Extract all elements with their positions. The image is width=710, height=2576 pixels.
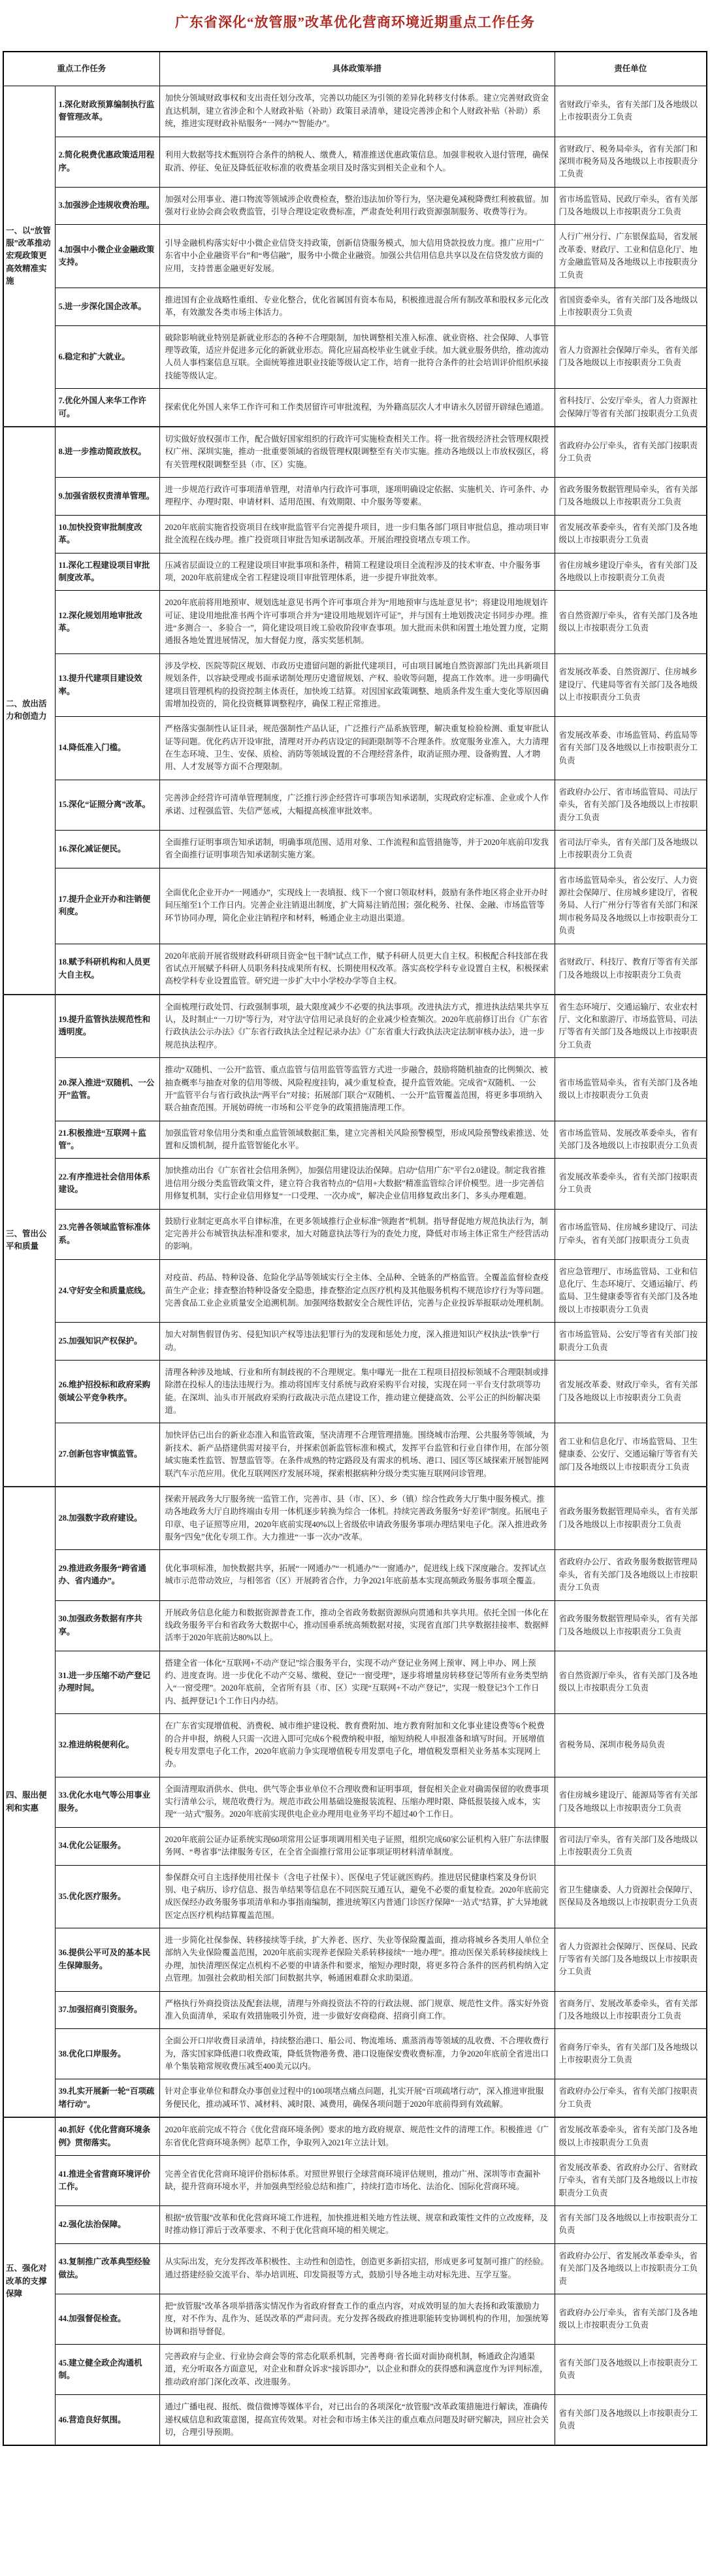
owner-cell: 人行广州分行、广东银保监局，省发展改革委、财政厅、工业和信息化厅、地方金融监管局及各地级以上市按职责分工负责 bbox=[555, 225, 707, 288]
owner-cell: 省市场监管局、发展改革委牵头，省有关部门及各地级以上市按职责分工负责 bbox=[555, 1121, 707, 1159]
owner-cell: 省政府办公厅牵头，省有关部门按职责分工负责 bbox=[555, 427, 707, 478]
table-row bbox=[3, 1928, 707, 1992]
owner-cell: 省市场监管局牵头，省公安厅、人力资源社会保障厅、住房城乡建设厅，省税务局、人行广州分行等省有关部门和深圳市税务局及各地级以上市按职责分工负责 bbox=[555, 868, 707, 944]
table-row bbox=[3, 1487, 707, 1550]
document-title: 广东省深化“放管服”改革优化营商环境近期重点工作任务 bbox=[175, 14, 535, 30]
section-label: 四、服出便利和实惠 bbox=[3, 1487, 55, 2117]
owner-cell: 省国资委牵头，省有关部门及各地级以上市按职责分工负责 bbox=[555, 288, 707, 325]
table-row bbox=[3, 1159, 707, 1209]
measure-cell: 压减省层面设立的工程建设项目审批事项和条件，精简工程建设项目全流程涉及的技术审查、中介服务事项，2020年底前建成全省工程建设项目审批管理体系，进一步提升审批效率。 bbox=[159, 553, 555, 591]
table-row bbox=[3, 780, 707, 830]
measure-cell: 搭建全省一体化“互联网+不动产登记”综合服务平台，实现不动产登记业务网上预审、网上申办、网上预约、进度查询。进一步优化不动产交易、缴税、登记“一窗受理”，逐步将增量房转移登记等所有业务类型纳入“一窗受理”。2020年底前，全省所有县（市、区）实现“互联网+不动产登记”，实现一般登记3个工作日内、抵押登记1个工作日内办结。 bbox=[159, 1651, 555, 1714]
measure-cell: 严格执行外商投资法及配套法规，清理与外商投资法不符的行政法规、部门规章、规范性文件。落实好外资准入负面清单，采取有效措施吸引外资，进一步做好安商稳商、招商引商工作。 bbox=[159, 1991, 555, 2029]
measure-cell: 2020年底前开展省级财政科研项目资金“包干制”试点工作，赋予科研人员更大自主权。积极配合科技部在我省试点开展赋予科研人员职务科技成果所有权、长期使用权改革。落实高校学科专业设置自主权，积极探索高校学科专业设置监管。研究进一步扩大中小学校办学等自主权。 bbox=[159, 944, 555, 995]
owner-cell: 省税务局、深圳市税务局负责 bbox=[555, 1714, 707, 1777]
measure-cell: 完善全省优化营商环境评价指标体系。对照世界银行全球营商环境评估规则，推动广州、深圳等市查漏补缺，提升营商环境水平，并加强典型经验总结和推广，持续打造市场化、法治化、国际化营商环境。 bbox=[159, 2155, 555, 2205]
task-cell: 2.简化税费优惠政策适用程序。 bbox=[55, 137, 159, 187]
table-row bbox=[3, 2029, 707, 2079]
owner-cell: 省自然资源厅牵头，省有关部门及各地级以上市按职责分工负责 bbox=[555, 1651, 707, 1714]
table-row bbox=[3, 2155, 707, 2205]
owner-cell: 省司法厅牵头，省有关部门及各地级以上市按职责分工负责 bbox=[555, 830, 707, 868]
owner-cell: 省政府办公厅、省政务服务数据管理局牵头，省有关部门及各地级以上市按职责分工负责 bbox=[555, 1550, 707, 1600]
task-cell: 34.优化公证服务。 bbox=[55, 1827, 159, 1865]
measure-cell: 进一步规范行政许可事项清单管理，对清单内行政许可事项，逐项明确设定依据、实施机关、许可条件、办理程序、办理时限、申请材料、适用范围、有效期限、中介服务等要素。 bbox=[159, 478, 555, 516]
owner-cell: 省商务厅、发展改革委牵头，省有关部门及各地级以上市按职责分工负责 bbox=[555, 1991, 707, 2029]
measure-cell: 优化事项标准，加快数据共享，拓展“一网通办”“一机通办”“一窗通办”，促进线上线下深度融合。发挥试点城市示范带动效应，与相邻省（区）开展跨省合作，力争2021年底前基本实现高频政务服务事项全覆盖。 bbox=[159, 1550, 555, 1600]
table-row bbox=[3, 1550, 707, 1600]
table-row bbox=[3, 995, 707, 1058]
owner-cell: 省发展改革委牵头，省有关部门按职责分工负责 bbox=[555, 1159, 707, 1209]
table-row bbox=[3, 1777, 707, 1827]
measure-cell: 加强监管对象信用分类和重点监管领域数据汇集，建立完善相关风险预警模型，形成风险预警线索推送、处置和反馈机制，提升监管智能化水平。 bbox=[159, 1121, 555, 1159]
measure-cell: 切实做好放权强市工作，配合做好国家组织的行政许可实施检查相关工作。将一批省级经济社会管理权限授权广州、深圳实施，推动一批重要领域的省级管理权限调整至有关市实施。推动各地级以上市放权强区，将有关管理权限调整至县（市、区）实施。 bbox=[159, 427, 555, 478]
measure-cell: 加快分领域财政事权和支出责任划分改革，完善以功能区为引领的差异化转移支付体系。建立完善财政资金直达机制，建立省涉企和个人财政补贴（补助）政策目录清单，建设完善涉企和个人财政补贴（补助）系统，推进实现财政补贴服务“一网办”“智能办”。 bbox=[159, 86, 555, 137]
owner-cell: 省财政厅、科技厅、教育厅等省有关部门及各地级以上市按职责分工负责 bbox=[555, 944, 707, 995]
owner-cell: 省人力资源社会保障厅、医保局、民政厅等省有关部门及各地级以上市按职责分工负责 bbox=[555, 1928, 707, 1992]
task-cell: 6.稳定和扩大就业。 bbox=[55, 325, 159, 389]
measure-cell: 根据“放管服”改革和优化营商环境工作进程，加快推进相关地方性法规、规章和政策性文件的立改废释，及时推动修订滞后于改革要求、不利于优化营商环境的相关规定。 bbox=[159, 2206, 555, 2244]
table-row bbox=[3, 830, 707, 868]
task-cell: 5.进一步深化国企改革。 bbox=[55, 288, 159, 325]
table-row bbox=[3, 137, 707, 187]
task-cell: 42.强化法治保障。 bbox=[55, 2206, 159, 2244]
task-cell: 39.扎实开展新一轮“百项疏堵行动”。 bbox=[55, 2079, 159, 2117]
header-row bbox=[3, 52, 707, 86]
owner-cell: 省发展改革委牵头，省有关部门及各地级以上市按职责分工负责 bbox=[555, 515, 707, 553]
owner-cell: 省商务厅牵头，省有关部门及各地级以上市按职责分工负责 bbox=[555, 2029, 707, 2079]
owner-cell: 省有关部门及各地级以上市按职责分工负责 bbox=[555, 2395, 707, 2446]
task-cell: 24.守好安全和质量底线。 bbox=[55, 1259, 159, 1323]
task-cell: 12.深化规划用地审批改革。 bbox=[55, 591, 159, 654]
task-cell: 18.赋予科研机构和人员更大自主权。 bbox=[55, 944, 159, 995]
owner-cell: 省有关部门及各地级以上市按职责分工负责 bbox=[555, 2345, 707, 2395]
table-row bbox=[3, 2206, 707, 2244]
task-cell: 22.有序推进社会信用体系建设。 bbox=[55, 1159, 159, 1209]
table-row bbox=[3, 717, 707, 780]
table-row bbox=[3, 2395, 707, 2446]
measure-cell: 针对企事业单位和群众办事创业过程中的100项堵点痛点问题，扎实开展“百项疏堵行动”，深入推进审批服务便民化，推动减环节、减材料、减时限、减费用，确保各项问题于2020年底前得到有效疏解。 bbox=[159, 2079, 555, 2117]
measure-cell: 全面清理取消供水、供电、供气等企事业单位不合理收费和证明事项，督促相关企业对确需保留的收费事项实行清单公示，规范收费行为。规范市政公用基础设施报装流程、压缩办理时限、降低报装接入成本，实现“一站式”服务。2020年底前实现供电企业办理用电业务平均不超过40个工作日。 bbox=[159, 1777, 555, 1827]
column-header-owners: 责任单位 bbox=[555, 52, 707, 86]
table-row bbox=[3, 944, 707, 995]
task-cell: 32.推进纳税便利化。 bbox=[55, 1714, 159, 1777]
table-row bbox=[3, 478, 707, 516]
owner-cell: 省市场监管局牵头，省有关部门及各地级以上市按职责分工负责 bbox=[555, 1058, 707, 1121]
task-cell: 35.优化医疗服务。 bbox=[55, 1865, 159, 1928]
owner-cell: 省政务服务数据管理局牵头，省有关部门及各地级以上市按职责分工负责 bbox=[555, 478, 707, 516]
measure-cell: 2020年底前将用地预审、规划选址意见书两个许可事项合并为“用地预审与选址意见书”；将建设用地规划许可证、建设用地批准书两个许可事项合并为“建设用地规划许可证”，并与国有土地划拨决定书同步办理。推进“多测合一、多验合一”，简化建设项目竣工验收阶段审查事项。加大批而未供和闲置土地处置力度，定期通报各地处置进展情况，加大督促力度，落实奖惩机制。 bbox=[159, 591, 555, 654]
owner-cell: 省发展改革委牵头，省有关部门及各地级以上市按职责分工负责 bbox=[555, 2117, 707, 2155]
owner-cell: 省发展改革委、省政府办公厅、省财政厅牵头，省有关部门及各地级以上市按职责分工负责 bbox=[555, 2155, 707, 2205]
task-cell: 25.加强知识产权保护。 bbox=[55, 1323, 159, 1361]
tasks-table bbox=[3, 51, 707, 2446]
measure-cell: 完善政府与企业、行业协会商会等的常态化联系机制，完善粤商·省长面对面协商机制，畅通政企沟通渠道，充分听取各方面意见，对企业和群众诉求“接诉即办”，以企业和群众的获得感和满意度作为评判标准，推动政府部门深化改革、改进服务。 bbox=[159, 2345, 555, 2395]
table-row bbox=[3, 1121, 707, 1159]
owner-cell: 省人力资源社会保障厅牵头，省有关部门及各地级以上市按职责分工负责 bbox=[555, 325, 707, 389]
owner-cell: 省卫生健康委、人力资源社会保障厅、医保局及各地级以上市按职责分工负责 bbox=[555, 1865, 707, 1928]
column-header-tasks: 重点工作任务 bbox=[3, 52, 159, 86]
table-row bbox=[3, 2345, 707, 2395]
owner-cell: 省政府办公厅、省市场监管局、司法厅牵头，省有关部门及各地级以上市按职责分工负责 bbox=[555, 780, 707, 830]
table-row bbox=[3, 1209, 707, 1259]
task-cell: 40.抓好《优化营商环境条例》贯彻落实。 bbox=[55, 2117, 159, 2155]
section-label: 一、以“放管服”改革推动宏观政策更高效精准实施 bbox=[3, 86, 55, 427]
table-row bbox=[3, 427, 707, 478]
table-row bbox=[3, 1323, 707, 1361]
table-row bbox=[3, 2079, 707, 2117]
table-row bbox=[3, 868, 707, 944]
task-cell: 43.复制推广改革典型经验做法。 bbox=[55, 2243, 159, 2294]
table-row bbox=[3, 288, 707, 325]
task-cell: 16.深化减证便民。 bbox=[55, 830, 159, 868]
measure-cell: 推动“双随机、一公开”监管、重点监管与信用监管等监管方式进一步融合，鼓励将随机抽查的比例频次、被抽查概率与抽查对象的信用等级、风险程度挂钩，减少重复检查，提升监管效能。完成省“双随机、一公开”监管平台与省行政执法“两平台”对接；拓展部门联合“双随机、一公开”监管覆盖范围，将更多事项纳入联合抽查范围。开展妨碍统一市场和公平竞争的政策措施清理工作。 bbox=[159, 1058, 555, 1121]
section-label: 二、放出活力和创造力 bbox=[3, 427, 55, 995]
measure-cell: 在广东省实现增值税、消费税、城市维护建设税、教育费附加、地方教育附加和文化事业建设费等6个税费的合并申报，纳税人只需一次进入即可完成6个税费纳税申报，缩短纳税人申报准备和填写时间。开展增值税专用发票电子化工作，2020年底前力争实现增值税专用发票电子化，增值税发票相关业务基本实现网上办。 bbox=[159, 1714, 555, 1777]
owner-cell: 省司法厅牵头，省有关部门及各地级以上市按职责分工负责 bbox=[555, 1827, 707, 1865]
measure-cell: 2020年底前实施省投资项目在线审批监管平台完善提升项目，进一步归集各部门项目审批信息，推动项目审批全流程在线办理。推广投资项目审批告知承诺制改革。开展治理投资堵点专项工作。 bbox=[159, 515, 555, 553]
owner-cell: 省住房城乡建设厅、能源局等省有关部门及各地级以上市按职责分工负责 bbox=[555, 1777, 707, 1827]
task-cell: 17.提升企业开办和注销便利度。 bbox=[55, 868, 159, 944]
task-cell: 19.提升监管执法规范性和透明度。 bbox=[55, 995, 159, 1058]
measure-cell: 严格落实强制性认证目录，规范强制性产品认证，广泛推行产品系族管理，解决重复检验检测、重复审批认证等问题。优化药店开设审批，清理对开办药店设定的间距限制等不合理条件。放宽服务业准入，大力清理在生态环境、卫生、安保、质检、消防等领域设置的不合理经营条件，取消证照办理、设备购置、人才聘用、人才发展等方面不合理限制。 bbox=[159, 717, 555, 780]
owner-cell: 省发展改革委、自然资源厅、住房城乡建设厅、代建局等省有关部门及各地级以上市按职责分工负责 bbox=[555, 653, 707, 717]
task-cell: 9.加强省级权责清单管理。 bbox=[55, 478, 159, 516]
table-row bbox=[3, 1058, 707, 1121]
table-row bbox=[3, 86, 707, 137]
section-label: 三、管出公平和质量 bbox=[3, 995, 55, 1487]
task-cell: 3.加强涉企违规收费治理。 bbox=[55, 187, 159, 225]
task-cell: 45.建立健全政企沟通机制。 bbox=[55, 2345, 159, 2395]
measure-cell: 通过广播电视、报纸、微信微博等媒体平台，对已出台的各项深化“放管服”改革政策措施进行解读，准确传递权威信息和政策意图，提高宣传效果。对社会和市场主体关注的重点难点问题及时研究解决，回应社会关切，合理引导预期。 bbox=[159, 2395, 555, 2446]
task-cell: 1.深化财政预算编制执行监督管理改革。 bbox=[55, 86, 159, 137]
measure-cell: 加快推动出台《广东省社会信用条例》，加强信用建设法治保障。启动“信用广东”平台2.0建设。制定我省推进信用分级分类监管政策文件，建立符合我省特点的“信用+大数据”精准监管综合评价模型。进一步完善信用修复机制，实行企业信用修复“一口受理、一次办成”，解决企业信用修复政出多门、多头办理难题。 bbox=[159, 1159, 555, 1209]
owner-cell: 省财政厅、税务局牵头，省有关部门和深圳市税务局及各地级以上市按职责分工负责 bbox=[555, 137, 707, 187]
measure-cell: 引导金融机构落实好中小微企业信贷支持政策，创新信贷服务模式，加大信用贷款投放力度。推广应用“广东省中小企业融资平台”和“粤信融”，服务中小微企业融资。加强公共信用信息共享以及在信贷发放方面的应用，支持普惠金融更好发展。 bbox=[159, 225, 555, 288]
task-cell: 20.深入推进“双随机、一公开”监管。 bbox=[55, 1058, 159, 1121]
measure-cell: 破除影响就业特别是新就业形态的各种不合理限制，加快调整相关准入标准、就业资格、社会保障、人事管理等政策，适应并促进多元化的新就业形态。简化应届高校毕业生就业手续。加大就业服务供给，推动流动人员人事档案信息互联。全面统筹推进职业技能等级认定工作，培育一批符合条件的社会培训评价组织承接技能等级认定。 bbox=[159, 325, 555, 389]
measure-cell: 从实际出发，充分发挥改革积极性、主动性和创造性，创造更多新招实招，形成更多可复制可推广的经验。通过搭建经验交流平台、举办培训班、印发简报等方式，鼓励引导各地主动对标先进、互学互鉴。 bbox=[159, 2243, 555, 2294]
owner-cell: 省政务服务数据管理局牵头，省有关部门及各地级以上市按职责分工负责 bbox=[555, 1600, 707, 1651]
table-row bbox=[3, 1259, 707, 1323]
owner-cell: 省政府办公厅、省发展改革委牵头，省有关部门及各地级以上市按职责分工负责 bbox=[555, 2243, 707, 2294]
table-body bbox=[3, 86, 707, 2445]
task-cell: 36.提供公平可及的基本民生保障服务。 bbox=[55, 1928, 159, 1992]
measure-cell: 探索开展政务大厅服务统一监管工作，完善市、县（市、区）、乡（镇）综合性政务大厅集中服务模式。推动各地政务大厅自助终端由专用一体机逐步转换为综合一体机。持续完善政务服务“好差评”制度。拓展电子印章、电子证照等应用，2020年底前实现40%以上省级依申请政务服务事项办理结果电子化。深入推进政务服务“四免”优化专项工作。大力推进“一事一次办”改革。 bbox=[159, 1487, 555, 1550]
owner-cell: 省自然资源厅牵头，省有关部门及各地级以上市按职责分工负责 bbox=[555, 591, 707, 654]
task-cell: 4.加强中小微企业金融政策支持。 bbox=[55, 225, 159, 288]
measure-cell: 加快评估已出台的新业态准入和监管政策，坚决清理不合理管理措施。围绕城市治理、公共服务等领域，为新技术、新产品搭建供需对接平台，并探索创新监管标准和模式，发挥平台监管和行业自律作用，在部分领域实施柔性监管、智慧监管等。在条件成熟的特定路段及有需求的机场、港口、园区等区域探索开展智能网联汽车示范应用。优化互联网医疗发展环境，探索根据病种分级分类实施互联网问诊管理。 bbox=[159, 1423, 555, 1487]
task-cell: 23.完善各领域监管标准体系。 bbox=[55, 1209, 159, 1259]
table-row bbox=[3, 1991, 707, 2029]
measure-cell: 开展政务信息化能力和数据资源普查工作，推动全省政务数据资源纵向贯通和共享共用。依托全国一体化在线政务服务平台和省政务大数据中心，推动国垂系统高频数据对接，实现省直部门共享数据挂接率、数据鲜活率于2020年底前达80%以上。 bbox=[159, 1600, 555, 1651]
task-cell: 29.推进政务服务“跨省通办、省内通办”。 bbox=[55, 1550, 159, 1600]
table-row bbox=[3, 389, 707, 427]
task-cell: 41.推进全省营商环境评价工作。 bbox=[55, 2155, 159, 2205]
table-row bbox=[3, 225, 707, 288]
task-cell: 33.优化水电气等公用事业服务。 bbox=[55, 1777, 159, 1827]
owner-cell: 省发展改革委、财政厅牵头，省有关部门及各地级以上市按职责分工负责 bbox=[555, 1360, 707, 1423]
table-row bbox=[3, 325, 707, 389]
task-cell: 44.加强督促检查。 bbox=[55, 2294, 159, 2344]
task-cell: 13.提升代建项目建设效率。 bbox=[55, 653, 159, 717]
measure-cell: 清理各种涉及地域、行业和所有制歧视的不合理规定。集中曝光一批在工程项目招投标领域不合理限制或排除潜在投标人的违法违规行为。推动将国库支付系统与政府采购平台对接，实现在同一平台支付款项等功能。在深圳、汕头市开展政府采购行政裁决示范点建设工作，推动建立便捷高效、公平公正的纠纷解决渠道。 bbox=[159, 1360, 555, 1423]
table-row bbox=[3, 187, 707, 225]
measure-cell: 加强对公用事业、港口物流等领域涉企收费检查，整治违法加价等行为，坚决避免减税降费红利被截留。加强对行业协会商会收费监管，引导合理设定收费标准，严肃查处利用行政资源强制服务、收费等行为。 bbox=[159, 187, 555, 225]
measure-cell: 涉及学校、医院等院区规划、市政历史遗留问题的新批代建项目，可由项目属地自然资源部门先出具新项目规划条件，以容缺受理或书面承诺制处理历史遗留规划、产权、验收等问题，提高工作效率。进一步明确代建项目管理机构的投资控制主体责任，加快竣工结算。对因国家政策调整、地质条件发生重大变化等原因确需增加投资的，简化投资概算调整程序，确保工程正常推进。 bbox=[159, 653, 555, 717]
table-row bbox=[3, 1423, 707, 1487]
measure-cell: 进一步简化社保参保、转移接续等手续，扩大养老、医疗、失业等保险覆盖面，推动将城乡各类用人单位全部纳入失业保险覆盖范围，2020年底前实现养老保险关系转移接续“一地办理”。推动医保关系转移接续线上办理，加快清理医保定点机构不必要的申请条件和要求，缩短办理时限，将更多符合条件的医药机构纳入定点管理。加强社会救助相关部门间数据共享，畅通困难群众求助渠道。 bbox=[159, 1928, 555, 1992]
table-row bbox=[3, 1865, 707, 1928]
task-cell: 28.加强数字政府建设。 bbox=[55, 1487, 159, 1550]
table-row bbox=[3, 515, 707, 553]
owner-cell: 省有关部门及各地级以上市按职责分工负责 bbox=[555, 2206, 707, 2244]
measure-cell: 完善涉企经营许可清单管理制度，广泛推行涉企经营许可事项告知承诺制，实现政府定标准、企业或个人作承诺、过程强监管、失信严惩戒，大幅提高核准审批效率。 bbox=[159, 780, 555, 830]
table-row bbox=[3, 553, 707, 591]
measure-cell: 全面梳理行政处罚、行政强制事项，最大限度减少不必要的执法事项。改进执法方式，推进执法结果共享互认，及时制止“一刀切”等行为，对守法守信用记录良好的企业减少检查频次。2020年底前修订出台《广东省行政执法公示办法》《广东省行政执法全过程记录办法》《广东省重大行政执法决定法制审核办法》，进一步规范执法程序。 bbox=[159, 995, 555, 1058]
measure-cell: 2020年底前公证办证系统实现60项常用公证事项调用相关电子证照，组织完成60家公证机构入驻广东法律服务网、“粤省事”法律服务专区，在全省全面推行常用公证事项证明材料清单制度。 bbox=[159, 1827, 555, 1865]
owner-cell: 省市场监管局、民政厅牵头，省有关部门及各地级以上市按职责分工负责 bbox=[555, 187, 707, 225]
table-header bbox=[3, 52, 707, 86]
task-cell: 11.深化工程建设项目审批制度改革。 bbox=[55, 553, 159, 591]
table-row bbox=[3, 1714, 707, 1777]
owner-cell: 省政务服务数据管理局牵头，省有关部门及各地级以上市按职责分工负责 bbox=[555, 1487, 707, 1550]
section-label: 五、强化对改革的支撑保障 bbox=[3, 2117, 55, 2445]
owner-cell: 省政府办公厅牵头，省有关部门按职责分工负责 bbox=[555, 2079, 707, 2117]
task-cell: 31.进一步压缩不动产登记办理时间。 bbox=[55, 1651, 159, 1714]
measure-cell: 把“放管服”改革各项举措落实情况作为省政府督查工作的重点内容，对成效明显的加大表扬和政策激励力度，对不作为、乱作为、延误改革的严肃问责。充分发挥各级政府推进职能转变协调机构的作用，加强统筹协调和指导督促。 bbox=[159, 2294, 555, 2344]
table-row bbox=[3, 1651, 707, 1714]
owner-cell: 省住房城乡建设厅牵头，省有关部门及各地级以上市按职责分工负责 bbox=[555, 553, 707, 591]
measure-cell: 鼓励行业制定更高水平自律标准，在更多领域推行企业标准“领跑者”机制。指导督促地方规范执法行为，制定完善并公布城管执法标准和要求，加大对随意执法等行为的查处力度，降低对市场主体正常生产经营活动的影响。 bbox=[159, 1209, 555, 1259]
table-row bbox=[3, 1827, 707, 1865]
task-cell: 26.维护招投标和政府采购领域公平竞争秩序。 bbox=[55, 1360, 159, 1423]
measure-cell: 加大对制售假冒伪劣、侵犯知识产权等违法犯罪行为的发现和惩处力度，深入推进知识产权执法“铁拳”行动。 bbox=[159, 1323, 555, 1361]
task-cell: 30.加强政务数据有序共享。 bbox=[55, 1600, 159, 1651]
owner-cell: 省政府办公厅牵头，省有关部门及各地级以上市按职责分工负责 bbox=[555, 2294, 707, 2344]
task-cell: 27.创新包容审慎监管。 bbox=[55, 1423, 159, 1487]
measure-cell: 2020年底前完成不符合《优化营商环境条例》要求的地方政府规章、规范性文件的清理工作。积极推进《广东省优化营商环境条例》起草工作，争取列入2021年立法计划。 bbox=[159, 2117, 555, 2155]
owner-cell: 省科技厅、公安厅牵头，省人力资源社会保障厅等省有关部门按职责分工负责 bbox=[555, 389, 707, 427]
measure-cell: 全面公开口岸收费目录清单，持续整治港口、船公司、物流堆场、熏蒸消毒等领域的乱收费、不合理收费行为，落实国家降低港口收费政策，降低货物港务费、港口设施保安费收费标准，力争2020年底前全省进出口单个集装箱常规收费压减至400美元以内。 bbox=[159, 2029, 555, 2079]
task-cell: 38.优化口岸服务。 bbox=[55, 2029, 159, 2079]
task-cell: 14.降低准入门槛。 bbox=[55, 717, 159, 780]
table-row bbox=[3, 1600, 707, 1651]
table-row bbox=[3, 2294, 707, 2344]
task-cell: 8.进一步推动简政放权。 bbox=[55, 427, 159, 478]
table-row bbox=[3, 591, 707, 654]
column-header-measures: 具体政策举措 bbox=[159, 52, 555, 86]
measure-cell: 全面优化企业开办“一网通办”，实现线上一表填报、线下一个窗口领取材料，鼓励有条件地区将企业开办时间压缩至1个工作日内。完善企业注销退出制度，扩大简易注销范围；强化税务、社保、金融、市场监管等环节协同办理，简化企业注销程序和材料，畅通企业主动退出渠道。 bbox=[159, 868, 555, 944]
table-row bbox=[3, 653, 707, 717]
measure-cell: 全面推行证明事项告知承诺制，明确事项范围、适用对象、工作流程和监管措施等，并于2020年底前印发我省全面推行证明事项告知承诺制实施方案。 bbox=[159, 830, 555, 868]
owner-cell: 省市场监管局、住房城乡建设厅、司法厅牵头，省有关部门按职责分工负责 bbox=[555, 1209, 707, 1259]
table-row bbox=[3, 1360, 707, 1423]
owner-cell: 省财政厅牵头，省有关部门及各地级以上市按职责分工负责 bbox=[555, 86, 707, 137]
measure-cell: 对疫苗、药品、特种设备、危险化学品等领域实行全主体、全品种、全链条的严格监管。全覆盖监督检查疫苗生产企业；排查整治特种设备安全隐患，排查整治定点医疗机构及其他服务机构不规范诊疗行为等问题。完善食品工业企业质量安全追溯机制。加强网络数据安全合规性评估，完善与企业投诉举报联动处理机制。 bbox=[159, 1259, 555, 1323]
measure-cell: 利用大数据等技术甄别符合条件的纳税人、缴费人，精准推送优惠政策信息。加强非税收入退付管理，确保取消、停征、免征及降低征收标准的收费基金项目及时落实到相关企业和个人。 bbox=[159, 137, 555, 187]
measure-cell: 探索优化外国人来华工作许可和工作类居留许可审批流程，为外籍高层次人才申请永久居留开辟绿色通道。 bbox=[159, 389, 555, 427]
task-cell: 46.营造良好氛围。 bbox=[55, 2395, 159, 2446]
owner-cell: 省生态环境厅、交通运输厅、农业农村厅、文化和旅游厅、市场监管局、司法厅等省有关部门及各地级以上市按职责分工负责 bbox=[555, 995, 707, 1058]
table-row bbox=[3, 2243, 707, 2294]
owner-cell: 省发展改革委、市场监管局、药监局等省有关部门及各地级以上市按职责分工负责 bbox=[555, 717, 707, 780]
owner-cell: 省应急管理厅、市场监管局、工业和信息化厅、生态环境厅、交通运输厅、药监局、卫生健康委等省有关部门及各地级以上市按职责分工负责 bbox=[555, 1259, 707, 1323]
owner-cell: 省市场监管局、公安厅等省有关部门按职责分工负责 bbox=[555, 1323, 707, 1361]
measure-cell: 推进国有企业战略性重组、专业化整合，优化省属国有资本布局，积极推进混合所有制改革和股权多元化改革，有效激发各类市场主体活力。 bbox=[159, 288, 555, 325]
measure-cell: 参保群众可自主选择使用社保卡（含电子社保卡）、医保电子凭证就医购药。推进居民健康档案及身份识别、电子病历、诊疗信息、报告单结果等信息在不同医院互通互认，避免不必要的重复检查。2020年底前完成医保经办政务服务事项清单和办事指南编制，推进统筹区内普通门诊医疗保障“一站式”结算，扩大异地就医定点医疗机构结算覆盖范围。 bbox=[159, 1865, 555, 1928]
task-cell: 37.加强招商引资服务。 bbox=[55, 1991, 159, 2029]
task-cell: 10.加快投资审批制度改革。 bbox=[55, 515, 159, 553]
owner-cell: 省工业和信息化厅、市场监管局、卫生健康委、公安厅、交通运输厅等省有关部门及各地级以上市按职责分工负责 bbox=[555, 1423, 707, 1487]
task-cell: 15.深化“证照分离”改革。 bbox=[55, 780, 159, 830]
table-row bbox=[3, 2117, 707, 2155]
task-cell: 21.积极推进“互联网＋监管”。 bbox=[55, 1121, 159, 1159]
task-cell: 7.优化外国人来华工作许可。 bbox=[55, 389, 159, 427]
